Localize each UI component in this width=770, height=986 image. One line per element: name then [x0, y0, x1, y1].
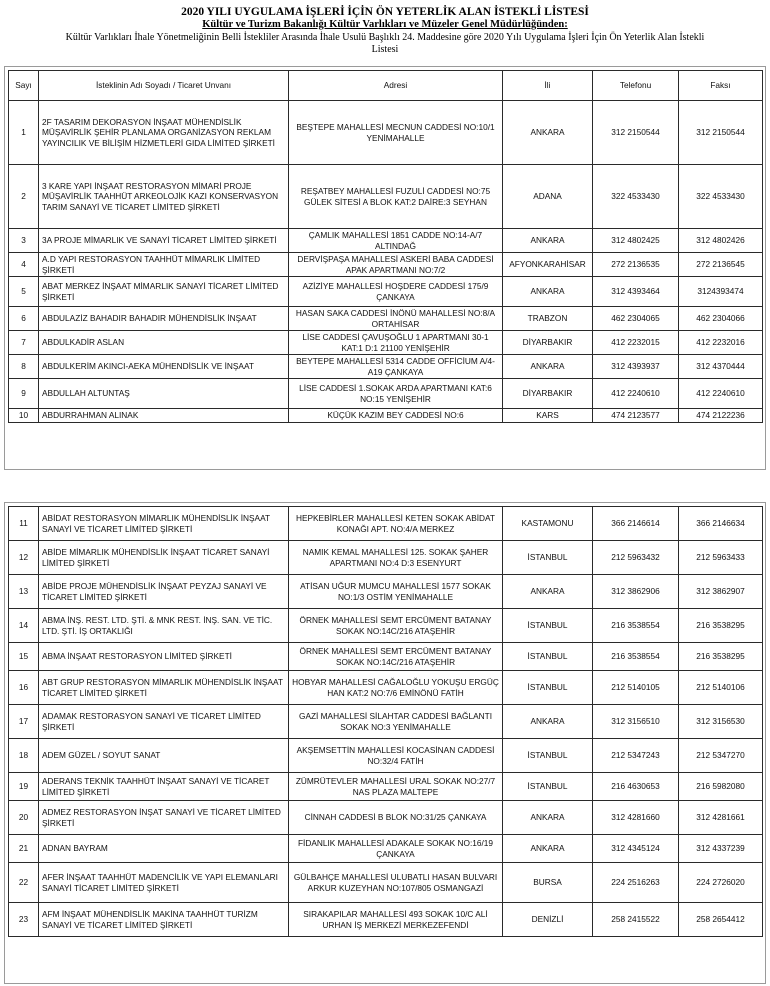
applicant-address: AZİZİYE MAHALLESİ HOŞDERE CADDESİ 175/9 ÇANKAYA — [289, 277, 503, 307]
table-row — [9, 671, 763, 705]
row-number: 11 — [9, 507, 39, 541]
row-number: 21 — [9, 835, 39, 863]
applicant-fax: 312 2150544 — [679, 101, 763, 165]
applicant-name: 3 KARE YAPI İNŞAAT RESTORASYON MİMARİ PROJE MÜŞAVİRLİK TAAHHÜT ARKEOLOJİK KAZI KONSERVASYON TARIM SANAYİ VE TİCARET LİMİTED ŞİRKETİ — [39, 165, 289, 229]
table-row — [9, 277, 763, 307]
table-row — [9, 165, 763, 229]
table-row — [9, 355, 763, 379]
applicant-city: KASTAMONU — [503, 507, 593, 541]
applicant-address: DERVİŞPAŞA MAHALLESİ ASKERİ BABA CADDESİ APAK APARTMANI NO:7/2 — [289, 253, 503, 277]
applicant-name: 3A PROJE MİMARLIK VE SANAYİ TİCARET LİMİTED ŞİRKETİ — [39, 229, 289, 253]
row-number: 19 — [9, 773, 39, 801]
applicant-table-part-1 — [8, 70, 763, 423]
applicant-phone: 212 5963432 — [593, 541, 679, 575]
column-header-city: İli — [503, 71, 593, 101]
applicant-address: BEYTEPE MAHALLESİ 5314 CADDE OFFİCİUM A/4-A19 ÇANKAYA — [289, 355, 503, 379]
applicant-phone: 312 4802425 — [593, 229, 679, 253]
row-number: 10 — [9, 409, 39, 423]
row-number: 16 — [9, 671, 39, 705]
applicant-city: ADANA — [503, 165, 593, 229]
applicant-city: BURSA — [503, 863, 593, 903]
applicant-fax: 212 5347270 — [679, 739, 763, 773]
applicant-fax: 272 2136545 — [679, 253, 763, 277]
applicant-city: ANKARA — [503, 801, 593, 835]
applicant-city: ANKARA — [503, 101, 593, 165]
row-number: 12 — [9, 541, 39, 575]
applicant-phone: 212 5347243 — [593, 739, 679, 773]
table-row — [9, 835, 763, 863]
applicant-city: İSTANBUL — [503, 773, 593, 801]
applicant-name: ABMA İNŞ. REST. LTD. ŞTİ. & MNK REST. İNŞ. SAN. VE TİC. LTD. ŞTİ. İŞ ORTAKLIĞI — [39, 609, 289, 643]
row-number: 18 — [9, 739, 39, 773]
applicant-phone: 312 3156510 — [593, 705, 679, 739]
applicant-name: ABDULKADİR ASLAN — [39, 331, 289, 355]
applicant-fax: 312 4802426 — [679, 229, 763, 253]
applicant-name: ABDULAZİZ BAHADIR BAHADIR MÜHENDİSLİK İNŞAAT — [39, 307, 289, 331]
applicant-fax: 312 4281661 — [679, 801, 763, 835]
table-row — [9, 541, 763, 575]
applicant-name: ABDULKERİM AKINCI-AEKA MÜHENDİSLİK VE İNŞAAT — [39, 355, 289, 379]
applicant-fax: 322 4533430 — [679, 165, 763, 229]
applicant-phone: 224 2516263 — [593, 863, 679, 903]
row-number: 22 — [9, 863, 39, 903]
row-number: 5 — [9, 277, 39, 307]
table-row — [9, 739, 763, 773]
applicant-address: SIRAKAPILAR MAHALLESİ 493 SOKAK 10/C ALİ URHAN İŞ MERKEZİ MERKEZEFENDİ — [289, 903, 503, 937]
applicant-phone: 312 4393937 — [593, 355, 679, 379]
applicant-address: ÖRNEK MAHALLESİ SEMT ERCÜMENT BATANAY SOKAK NO:14C/216 ATAŞEHİR — [289, 643, 503, 671]
row-number: 23 — [9, 903, 39, 937]
row-number: 7 — [9, 331, 39, 355]
table-row — [9, 409, 763, 423]
page-gap — [0, 470, 770, 501]
table-header-row — [9, 71, 763, 101]
applicant-phone: 216 4630653 — [593, 773, 679, 801]
column-header-address: Adresi — [289, 71, 503, 101]
column-header-name: İsteklinin Adı Soyadı / Ticaret Unvanı — [39, 71, 289, 101]
table-row — [9, 229, 763, 253]
applicant-phone: 312 3862906 — [593, 575, 679, 609]
applicant-city: İSTANBUL — [503, 609, 593, 643]
table-row — [9, 773, 763, 801]
applicant-phone: 412 2240610 — [593, 379, 679, 409]
applicant-address: ZÜMRÜTEVLER MAHALLESİ URAL SOKAK NO:27/7 NAS PLAZA MALTEPE — [289, 773, 503, 801]
applicant-fax: 3124393474 — [679, 277, 763, 307]
applicant-address: NAMIK KEMAL MAHALLESİ 125. SOKAK ŞAHER APARTMANI NO:4 D:3 ESENYURT — [289, 541, 503, 575]
applicant-fax: 312 3862907 — [679, 575, 763, 609]
applicant-city: İSTANBUL — [503, 541, 593, 575]
table-row — [9, 307, 763, 331]
applicant-name: ABİDAT RESTORASYON MİMARLIK MÜHENDİSLİK İNŞAAT SANAYİ VE TİCARET LİMİTED ŞİRKETİ — [39, 507, 289, 541]
applicant-phone: 312 2150544 — [593, 101, 679, 165]
table-row — [9, 101, 763, 165]
table-row — [9, 253, 763, 277]
applicant-address: FİDANLIK MAHALLESİ ADAKALE SOKAK NO:16/19 ÇANKAYA — [289, 835, 503, 863]
applicant-address: LİSE CADDESİ 1.SOKAK ARDA APARTMANI KAT:6 NO:15 YENİŞEHİR — [289, 379, 503, 409]
applicant-phone: 272 2136535 — [593, 253, 679, 277]
applicant-city: TRABZON — [503, 307, 593, 331]
applicant-address: KÜÇÜK KAZIM BEY CADDESİ NO:6 — [289, 409, 503, 423]
applicant-city: ANKARA — [503, 355, 593, 379]
applicant-phone: 322 4533430 — [593, 165, 679, 229]
applicant-phone: 312 4393464 — [593, 277, 679, 307]
applicant-name: ADERANS TEKNİK TAAHHÜT İNŞAAT SANAYİ VE TİCARET LİMİTED ŞİRKETİ — [39, 773, 289, 801]
applicant-address: HASAN SAKA CADDESİ İNÖNÜ MAHALLESİ NO:8/A ORTAHİSAR — [289, 307, 503, 331]
applicant-fax: 366 2146634 — [679, 507, 763, 541]
applicant-name: ABDURRAHMAN ALINAK — [39, 409, 289, 423]
applicant-phone: 212 5140105 — [593, 671, 679, 705]
row-number: 4 — [9, 253, 39, 277]
applicant-city: ANKARA — [503, 277, 593, 307]
row-number: 3 — [9, 229, 39, 253]
applicant-name: AFER İNŞAAT TAAHHÜT MADENCİLİK VE YAPI ELEMANLARI SANAYİ TİCARET LİMİTED ŞİRKETİ — [39, 863, 289, 903]
applicant-fax: 216 5982080 — [679, 773, 763, 801]
applicant-address: ÖRNEK MAHALLESİ SEMT ERCÜMENT BATANAY SOKAK NO:14C/216 ATAŞEHİR — [289, 609, 503, 643]
applicant-city: İSTANBUL — [503, 739, 593, 773]
applicant-phone: 412 2232015 — [593, 331, 679, 355]
applicant-address: ATİSAN UĞUR MUMCU MAHALLESİ 1577 SOKAK NO:1/3 OSTİM YENİMAHALLE — [289, 575, 503, 609]
applicant-city: ANKARA — [503, 229, 593, 253]
applicant-address: HEPKEBİRLER MAHALLESİ KETEN SOKAK ABİDAT KONAĞI APT. NO:4/A MERKEZ — [289, 507, 503, 541]
table-row — [9, 575, 763, 609]
applicant-fax: 412 2240610 — [679, 379, 763, 409]
applicant-name: ADMEZ RESTORASYON İNŞAT SANAYİ VE TİCARET LİMİTED ŞİRKETİ — [39, 801, 289, 835]
row-number: 20 — [9, 801, 39, 835]
applicant-name: ABT GRUP RESTORASYON MİMARLIK MÜHENDİSLİK İNŞAAT TİCARET LİMİTED ŞİRKETİ — [39, 671, 289, 705]
applicant-name: ADNAN BAYRAM — [39, 835, 289, 863]
document-subtitle: Kültür ve Turizm Bakanlığı Kültür Varlıkları ve Müzeler Genel Müdürlüğünden: — [202, 19, 568, 30]
table-row — [9, 863, 763, 903]
applicant-address: CİNNAH CADDESİ B BLOK NO:31/25 ÇANKAYA — [289, 801, 503, 835]
document-description: Kültür Varlıkları İhale Yönetmeliğinin Belli İstekliler Arasında İhale Usulü Başlıklı 24. Maddesine göre 2020 Yılı Uygulama İşleri İçin Ön Yeterlik Alan İstekli Listesi — [65, 32, 705, 55]
table-row — [9, 801, 763, 835]
applicant-city: DİYARBAKIR — [503, 379, 593, 409]
applicant-name: ABAT MERKEZ İNŞAAT MİMARLIK SANAYİ TİCARET LİMİTED ŞİRKETİ — [39, 277, 289, 307]
applicant-city: DİYARBAKIR — [503, 331, 593, 355]
applicant-city: ANKARA — [503, 835, 593, 863]
applicant-city: İSTANBUL — [503, 671, 593, 705]
row-number: 6 — [9, 307, 39, 331]
applicant-fax: 212 5140106 — [679, 671, 763, 705]
applicant-name: A.D YAPI RESTORASYON TAAHHÜT MİMARLIK LİMİTED ŞİRKETİ — [39, 253, 289, 277]
applicant-phone: 366 2146614 — [593, 507, 679, 541]
applicant-fax: 216 3538295 — [679, 643, 763, 671]
applicant-city: AFYONKARAHİSAR — [503, 253, 593, 277]
table-row — [9, 379, 763, 409]
table-row — [9, 643, 763, 671]
applicant-fax: 312 3156530 — [679, 705, 763, 739]
table-body-part-1 — [9, 71, 763, 423]
column-header-phone: Telefonu — [593, 71, 679, 101]
applicant-city: KARS — [503, 409, 593, 423]
applicant-fax: 258 2654412 — [679, 903, 763, 937]
applicant-name: ABİDE PROJE MÜHENDİSLİK İNŞAAT PEYZAJ SANAYİ VE TİCARET LİMİTED ŞİRKETİ — [39, 575, 289, 609]
row-number: 14 — [9, 609, 39, 643]
applicant-fax: 312 4337239 — [679, 835, 763, 863]
row-number: 2 — [9, 165, 39, 229]
applicant-table-part-2 — [8, 506, 763, 937]
applicant-phone: 216 3538554 — [593, 643, 679, 671]
table-row — [9, 903, 763, 937]
applicant-address: REŞATBEY MAHALLESİ FUZULİ CADDESİ NO:75 GÜLEK SİTESİ A BLOK KAT:2 DAİRE:3 SEYHAN — [289, 165, 503, 229]
applicant-fax: 312 4370444 — [679, 355, 763, 379]
applicant-phone: 312 4281660 — [593, 801, 679, 835]
table-row — [9, 705, 763, 739]
applicant-fax: 216 3538295 — [679, 609, 763, 643]
row-number: 1 — [9, 101, 39, 165]
applicant-name: AFM İNŞAAT MÜHENDİSLİK MAKİNA TAAHHÜT TURİZM SANAYİ VE TİCARET LİMİTED ŞİRKETİ — [39, 903, 289, 937]
applicant-name: ABDULLAH ALTUNTAŞ — [39, 379, 289, 409]
row-number: 13 — [9, 575, 39, 609]
document-header — [0, 0, 770, 56]
document-title: 2020 YILI UYGULAMA İŞLERİ İÇİN ÖN YETERLİK ALAN İSTEKLİ LİSTESİ — [181, 6, 589, 18]
row-number: 8 — [9, 355, 39, 379]
applicant-city: ANKARA — [503, 705, 593, 739]
applicant-address: LİSE CADDESİ ÇAVUŞOĞLU 1 APARTMANI 30-1 KAT:1 D:1 21100 YENİŞEHİR — [289, 331, 503, 355]
applicant-name: ABMA İNŞAAT RESTORASYON LİMİTED ŞİRKETİ — [39, 643, 289, 671]
table-body-part-2 — [9, 507, 763, 937]
applicant-phone: 258 2415522 — [593, 903, 679, 937]
applicant-phone: 312 4345124 — [593, 835, 679, 863]
applicant-name: 2F TASARIM DEKORASYON İNŞAAT MÜHENDİSLİK MÜŞAVİRLİK ŞEHİR PLANLAMA ORGANİZASYON REKLAM YAYINCILIK VE BİLİŞİM HİZMETLERİ GIDA LİMİTED ŞİRKETİ — [39, 101, 289, 165]
table-row — [9, 609, 763, 643]
applicant-fax: 412 2232016 — [679, 331, 763, 355]
applicant-phone: 462 2304065 — [593, 307, 679, 331]
table-row — [9, 331, 763, 355]
applicant-city: DENİZLİ — [503, 903, 593, 937]
column-header-no: Sayı — [9, 71, 39, 101]
row-number: 17 — [9, 705, 39, 739]
applicant-address: AKŞEMSETTİN MAHALLESİ KOCASİNAN CADDESİ NO:32/4 FATİH — [289, 739, 503, 773]
applicant-fax: 212 5963433 — [679, 541, 763, 575]
applicant-name: ADEM GÜZEL / SOYUT SANAT — [39, 739, 289, 773]
applicant-address: HOBYAR MAHALLESİ CAĞALOĞLU YOKUŞU ERGÜÇ HAN KAT:2 NO:7/6 EMİNÖNÜ FATİH — [289, 671, 503, 705]
applicant-fax: 462 2304066 — [679, 307, 763, 331]
applicant-name: ABİDE MİMARLIK MÜHENDİSLİK İNŞAAT TİCARET SANAYİ LİMİTED ŞİRKETİ — [39, 541, 289, 575]
table-row — [9, 507, 763, 541]
applicant-city: ANKARA — [503, 575, 593, 609]
applicant-address: BEŞTEPE MAHALLESİ MECNUN CADDESİ NO:10/1 YENİMAHALLE — [289, 101, 503, 165]
applicant-city: İSTANBUL — [503, 643, 593, 671]
applicant-address: GÜLBAHÇE MAHALLESİ ULUBATLI HASAN BULVARI ARKUR KUZEYHAN NO:107/805 OSMANGAZİ — [289, 863, 503, 903]
applicant-address: GAZİ MAHALLESİ SİLAHTAR CADDESİ BAĞLANTI SOKAK NO:3 YENİMAHALLE — [289, 705, 503, 739]
column-header-fax: Faksı — [679, 71, 763, 101]
row-number: 15 — [9, 643, 39, 671]
applicant-name: ADAMAK RESTORASYON SANAYİ VE TİCARET LİMİTED ŞİRKETİ — [39, 705, 289, 739]
applicant-phone: 474 2123577 — [593, 409, 679, 423]
applicant-fax: 474 2122236 — [679, 409, 763, 423]
applicant-fax: 224 2726020 — [679, 863, 763, 903]
row-number: 9 — [9, 379, 39, 409]
applicant-address: ÇAMLIK MAHALLESİ 1851 CADDE NO:14-A/7 ALTINDAĞ — [289, 229, 503, 253]
applicant-phone: 216 3538554 — [593, 609, 679, 643]
